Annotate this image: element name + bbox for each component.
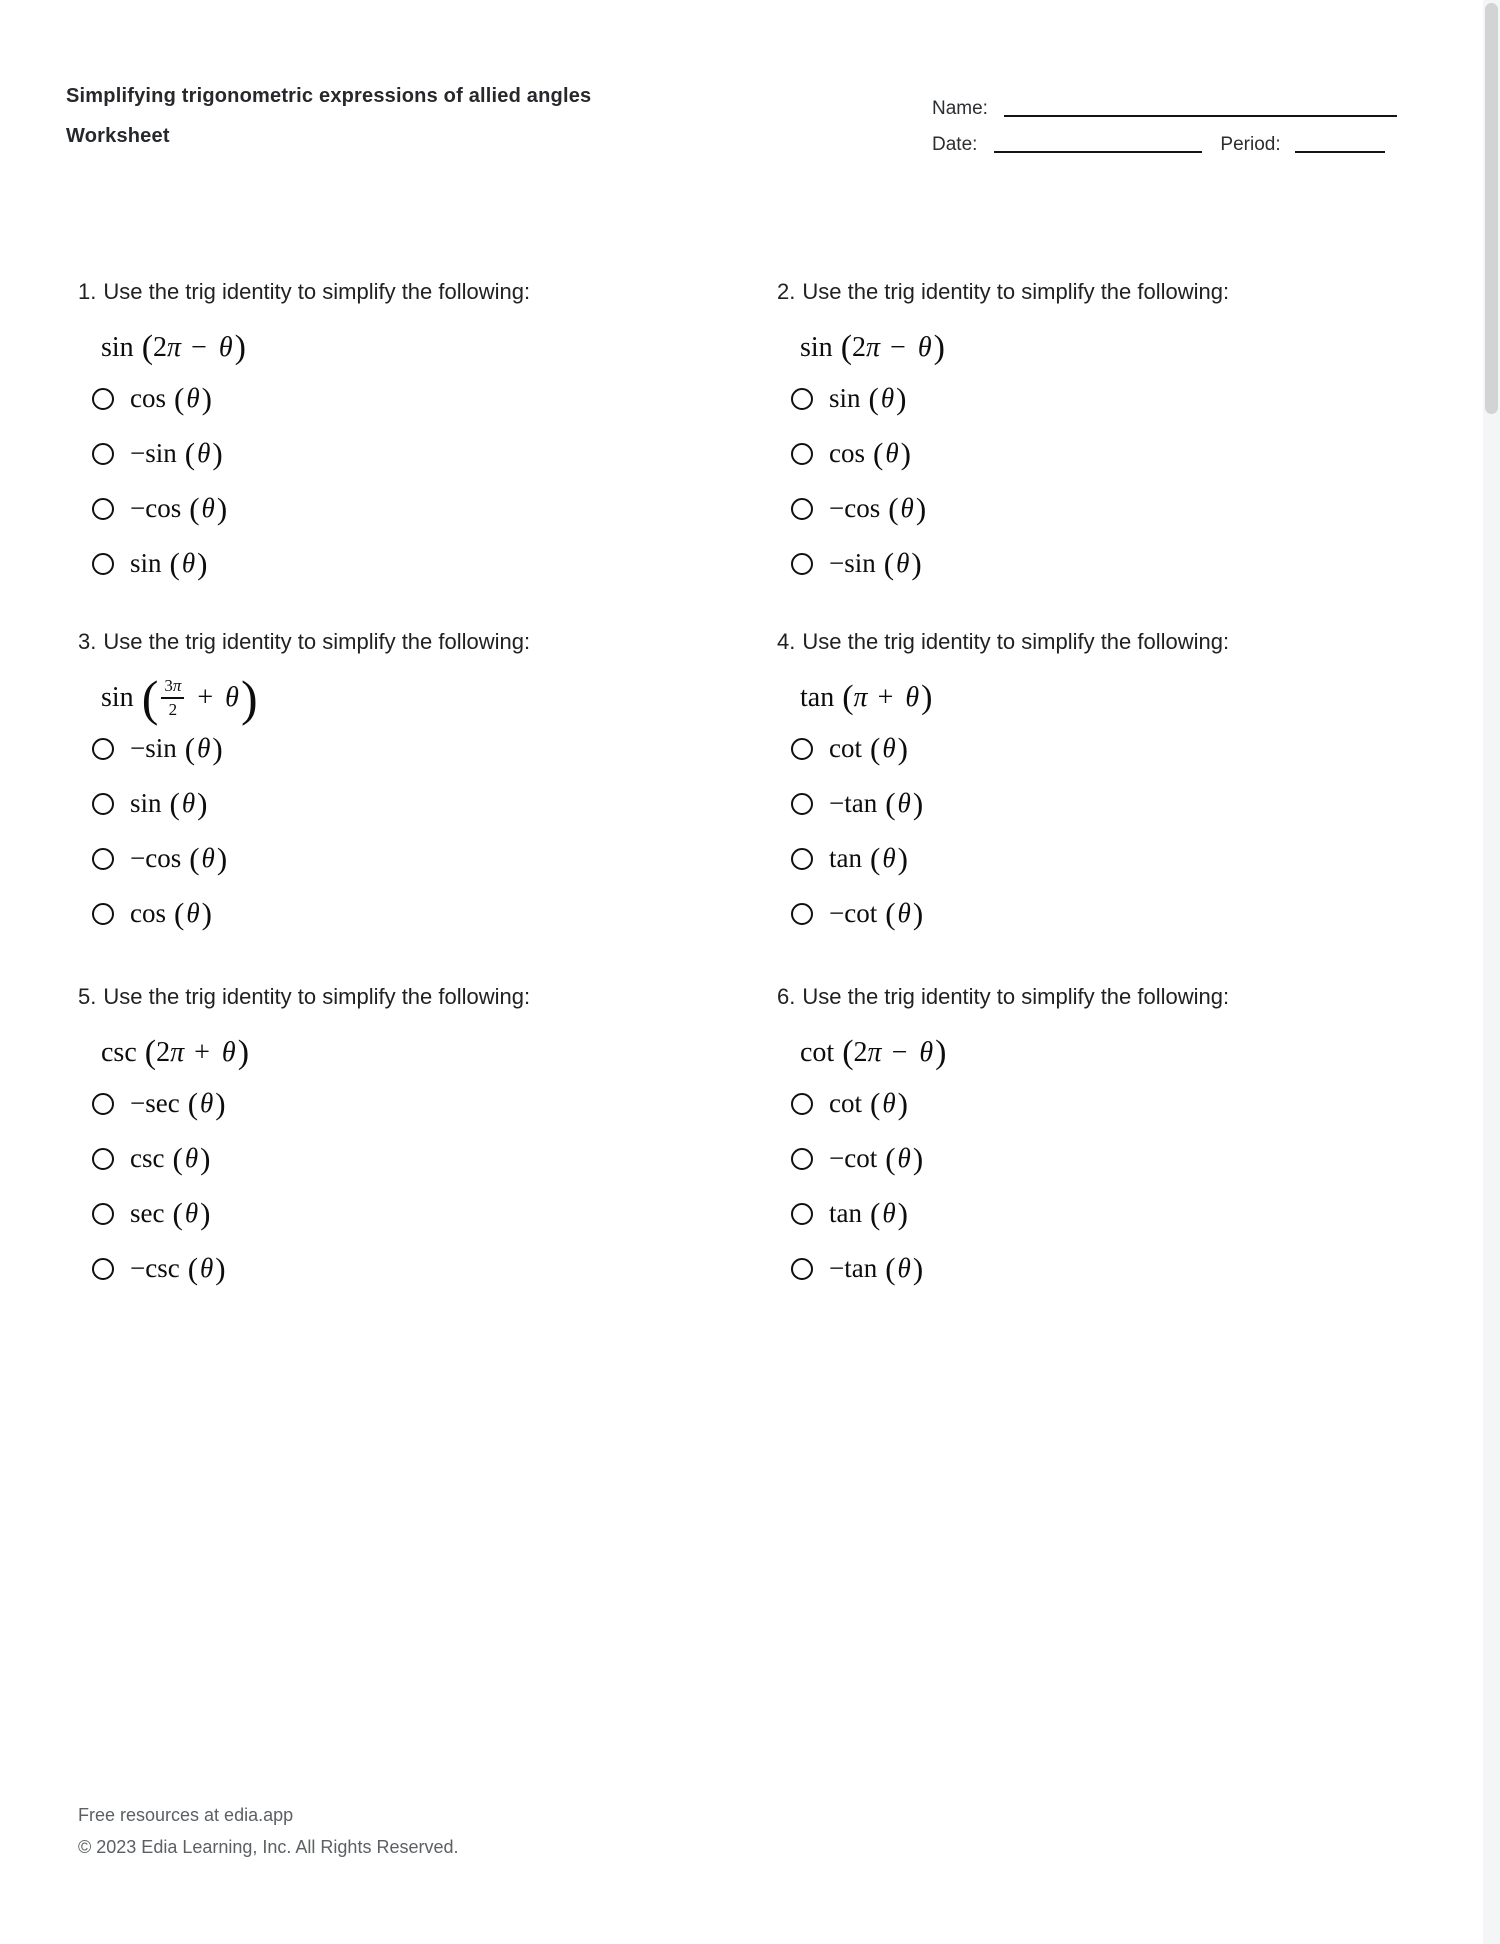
option-label <box>829 438 911 469</box>
math-coefficient: 3 <box>164 676 173 696</box>
option-function: cos <box>130 898 166 928</box>
radio-button[interactable] <box>92 903 114 925</box>
option-label <box>130 843 227 874</box>
question-1 <box>78 281 698 591</box>
question-3-expression <box>101 670 698 726</box>
open-paren: ( <box>840 329 853 366</box>
name-blank-line <box>1004 115 1397 117</box>
answer-option[interactable] <box>777 886 1397 941</box>
option-label <box>829 788 923 819</box>
close-paren: ) <box>234 329 246 366</box>
theta-symbol: θ <box>197 733 211 763</box>
close-paren: ) <box>897 731 908 766</box>
option-function: tan <box>829 1198 862 1228</box>
open-paren: ( <box>885 786 896 821</box>
theta-symbol: θ <box>882 733 896 763</box>
page-footer <box>78 1799 458 1863</box>
radio-button[interactable] <box>791 388 813 410</box>
close-paren: ) <box>215 1251 226 1286</box>
open-paren: ( <box>842 1034 854 1071</box>
radio-button[interactable] <box>92 388 114 410</box>
math-coefficient: 2 <box>156 1037 171 1068</box>
question-4-prompt <box>777 631 1397 653</box>
answer-option[interactable] <box>78 1076 698 1131</box>
close-paren: ) <box>197 546 208 581</box>
option-label <box>130 1088 226 1119</box>
option-label <box>829 843 908 874</box>
radio-button[interactable] <box>791 1203 813 1225</box>
close-paren: ) <box>897 1086 908 1121</box>
option-label <box>829 1088 908 1119</box>
theta-symbol: θ <box>897 1253 911 1283</box>
option-function: csc <box>130 1143 165 1173</box>
answer-option[interactable] <box>777 776 1397 831</box>
close-paren: ) <box>897 841 908 876</box>
question-prompt-text: Use the trig identity to simplify the following: <box>103 629 531 654</box>
question-number: 2. <box>777 279 796 304</box>
answer-option[interactable] <box>78 371 698 426</box>
close-paren: ) <box>200 1196 211 1231</box>
radio-button[interactable] <box>92 553 114 575</box>
close-paren: ) <box>900 436 911 471</box>
pi-symbol: π <box>866 332 881 363</box>
radio-button[interactable] <box>92 1148 114 1170</box>
close-paren: ) <box>912 786 924 821</box>
open-paren: ( <box>141 329 154 366</box>
theta-symbol: θ <box>882 1198 896 1228</box>
theta-symbol: θ <box>181 548 196 578</box>
period-blank-line <box>1295 151 1385 153</box>
math-function: csc <box>101 1037 137 1068</box>
answer-option[interactable] <box>78 776 698 831</box>
question-5-expression <box>101 1030 698 1076</box>
open-paren: ( <box>184 731 196 766</box>
option-function: −sin <box>130 438 177 468</box>
math-function: tan <box>800 682 835 713</box>
pi-symbol: π <box>172 676 182 696</box>
question-prompt-text: Use the trig identity to simplify the following: <box>802 279 1230 304</box>
option-function: cot <box>829 1088 862 1118</box>
theta-symbol: θ <box>221 1037 236 1068</box>
math-coefficient: 2 <box>852 332 867 363</box>
open-paren: ( <box>885 1141 896 1176</box>
answer-option[interactable] <box>777 831 1397 886</box>
close-paren: ) <box>240 670 258 726</box>
question-2-options <box>777 371 1397 591</box>
option-label <box>130 493 227 524</box>
theta-symbol: θ <box>225 682 239 713</box>
theta-symbol: θ <box>201 493 215 523</box>
option-function: sec <box>130 1198 165 1228</box>
open-paren: ( <box>169 546 180 581</box>
question-number: 3. <box>78 629 97 654</box>
close-paren: ) <box>201 381 212 416</box>
close-paren: ) <box>216 841 228 876</box>
math-function: sin <box>800 332 833 363</box>
answer-option[interactable] <box>78 426 698 481</box>
radio-button[interactable] <box>791 553 813 575</box>
question-3 <box>78 631 698 941</box>
close-paren: ) <box>201 896 212 931</box>
theta-symbol: θ <box>186 898 200 928</box>
open-paren: ( <box>885 1251 896 1286</box>
close-paren: ) <box>912 896 924 931</box>
page-title <box>66 76 591 156</box>
question-number: 6. <box>777 984 796 1009</box>
option-label <box>829 1143 923 1174</box>
date-field-row <box>932 132 1385 156</box>
math-operator: − <box>890 332 906 363</box>
option-function: cos <box>829 438 865 468</box>
option-label <box>829 1253 923 1284</box>
option-function: −cot <box>829 1143 878 1173</box>
answer-option[interactable] <box>78 1241 698 1296</box>
math-function: cot <box>800 1037 835 1068</box>
open-paren: ( <box>870 841 881 876</box>
open-paren: ( <box>870 1196 881 1231</box>
theta-symbol: θ <box>905 682 920 713</box>
theta-symbol: θ <box>885 438 899 468</box>
theta-symbol: θ <box>882 843 896 873</box>
question-6-expression <box>800 1030 1397 1076</box>
option-function: −csc <box>130 1253 180 1283</box>
answer-option[interactable] <box>78 1131 698 1186</box>
theta-symbol: θ <box>186 383 200 413</box>
theta-symbol: θ <box>200 1088 214 1118</box>
question-6-prompt <box>777 986 1397 1008</box>
answer-option[interactable] <box>78 481 698 536</box>
option-function: −tan <box>829 788 878 818</box>
open-paren: ( <box>169 786 180 821</box>
close-paren: ) <box>911 546 922 581</box>
theta-symbol: θ <box>919 1037 934 1068</box>
option-label <box>130 548 207 579</box>
question-2-expression <box>800 325 1397 371</box>
option-function: −cos <box>130 843 182 873</box>
footer-copyright-line: © 2023 Edia Learning, Inc. All Rights Reserved. <box>78 1837 459 1857</box>
radio-button[interactable] <box>791 498 813 520</box>
close-paren: ) <box>212 436 223 471</box>
theta-symbol: θ <box>897 898 911 928</box>
question-5-prompt <box>78 986 698 1008</box>
fraction-numerator <box>161 676 184 699</box>
fraction <box>161 676 184 719</box>
question-4 <box>777 631 1397 941</box>
radio-button[interactable] <box>92 793 114 815</box>
theta-symbol: θ <box>882 1088 896 1118</box>
question-number: 4. <box>777 629 796 654</box>
option-function: −cos <box>829 493 881 523</box>
answer-option[interactable] <box>777 1131 1397 1186</box>
answer-option[interactable] <box>777 1186 1397 1241</box>
option-function: sin <box>130 548 162 578</box>
theta-symbol: θ <box>181 788 196 818</box>
option-label <box>130 1253 226 1284</box>
radio-button[interactable] <box>92 443 114 465</box>
question-4-options <box>777 721 1397 941</box>
math-operator: + <box>877 682 894 713</box>
scrollbar-track[interactable] <box>1483 0 1500 1944</box>
theta-symbol: θ <box>218 332 233 363</box>
close-paren: ) <box>912 1141 924 1176</box>
option-label <box>130 1198 210 1229</box>
answer-option[interactable] <box>777 1241 1397 1296</box>
answer-option[interactable] <box>777 1076 1397 1131</box>
theta-symbol: θ <box>900 493 914 523</box>
close-paren: ) <box>216 491 228 526</box>
open-paren: ( <box>189 491 200 526</box>
option-label <box>130 788 207 819</box>
close-paren: ) <box>237 1034 250 1071</box>
option-label <box>130 1143 210 1174</box>
open-paren: ( <box>885 896 896 931</box>
date-label: Date: <box>932 134 978 155</box>
radio-button[interactable] <box>791 443 813 465</box>
option-label <box>829 383 906 414</box>
question-5-options <box>78 1076 698 1296</box>
math-operator: + <box>197 682 214 713</box>
answer-option[interactable] <box>777 371 1397 426</box>
date-blank-line <box>994 151 1202 153</box>
answer-option[interactable] <box>78 1186 698 1241</box>
question-3-options <box>78 721 698 941</box>
open-paren: ( <box>873 436 884 471</box>
close-paren: ) <box>935 1034 947 1071</box>
option-function: −sin <box>829 548 876 578</box>
open-paren: ( <box>189 841 200 876</box>
theta-symbol: θ <box>197 438 211 468</box>
question-1-expression <box>101 325 698 371</box>
fraction-denominator: 2 <box>168 700 178 719</box>
answer-option[interactable] <box>78 721 698 776</box>
close-paren: ) <box>215 1086 226 1121</box>
theta-symbol: θ <box>880 383 895 413</box>
question-2 <box>777 281 1397 591</box>
open-paren: ( <box>141 670 159 726</box>
question-5 <box>78 986 698 1296</box>
option-function: −sin <box>130 733 177 763</box>
close-paren: ) <box>897 1196 908 1231</box>
question-2-prompt <box>777 281 1397 303</box>
option-label <box>130 898 212 929</box>
answer-option[interactable] <box>777 721 1397 776</box>
theta-symbol: θ <box>897 788 911 818</box>
close-paren: ) <box>915 491 927 526</box>
radio-button[interactable] <box>791 793 813 815</box>
close-paren: ) <box>197 786 208 821</box>
radio-button[interactable] <box>92 738 114 760</box>
option-function: sin <box>829 383 861 413</box>
name-field-row <box>932 96 1397 120</box>
name-label: Name: <box>932 98 988 119</box>
option-function: sin <box>130 788 162 818</box>
radio-button[interactable] <box>791 848 813 870</box>
question-number: 1. <box>78 279 97 304</box>
option-function: cos <box>130 383 166 413</box>
question-prompt-text: Use the trig identity to simplify the following: <box>103 279 531 304</box>
question-6-options <box>777 1076 1397 1296</box>
open-paren: ( <box>883 546 895 581</box>
close-paren: ) <box>933 329 945 366</box>
open-paren: ( <box>870 1086 881 1121</box>
radio-button[interactable] <box>92 848 114 870</box>
math-function: sin <box>101 682 134 713</box>
footer-resources-line: Free resources at edia.app <box>78 1805 294 1825</box>
answer-option[interactable] <box>777 426 1397 481</box>
open-paren: ( <box>888 491 899 526</box>
option-label <box>829 493 926 524</box>
answer-option[interactable] <box>777 481 1397 536</box>
open-paren: ( <box>174 381 185 416</box>
question-6 <box>777 986 1397 1296</box>
theta-symbol: θ <box>184 1143 199 1173</box>
question-1-options <box>78 371 698 591</box>
radio-button[interactable] <box>92 1203 114 1225</box>
question-3-prompt <box>78 631 698 653</box>
answer-option[interactable] <box>78 536 698 591</box>
period-label: Period: <box>1220 134 1281 155</box>
option-label <box>829 733 908 764</box>
question-prompt-text: Use the trig identity to simplify the following: <box>802 629 1230 654</box>
option-label <box>829 1198 908 1229</box>
page-title-line2: Worksheet <box>66 125 170 147</box>
question-prompt-text: Use the trig identity to simplify the following: <box>103 984 531 1009</box>
answer-option[interactable] <box>78 831 698 886</box>
scrollbar-thumb[interactable] <box>1485 3 1498 414</box>
close-paren: ) <box>912 1251 924 1286</box>
open-paren: ( <box>174 896 185 931</box>
option-label <box>829 898 923 929</box>
option-function: tan <box>829 843 862 873</box>
page-title-line1: Simplifying trigonometric expressions of allied angles <box>66 85 592 107</box>
radio-button[interactable] <box>92 1093 114 1115</box>
close-paren: ) <box>200 1141 211 1176</box>
theta-symbol: θ <box>896 548 910 578</box>
radio-button[interactable] <box>791 1148 813 1170</box>
pi-symbol: π <box>167 332 182 363</box>
option-label <box>829 548 922 579</box>
question-4-expression <box>800 675 1397 721</box>
question-number: 5. <box>78 984 97 1009</box>
question-prompt-text: Use the trig identity to simplify the following: <box>802 984 1230 1009</box>
radio-button[interactable] <box>791 738 813 760</box>
close-paren: ) <box>896 381 907 416</box>
open-paren: ( <box>172 1141 183 1176</box>
theta-symbol: θ <box>897 1143 911 1173</box>
close-paren: ) <box>212 731 223 766</box>
open-paren: ( <box>187 1086 199 1121</box>
math-function: sin <box>101 332 134 363</box>
option-function: cot <box>829 733 862 763</box>
option-label <box>130 438 223 469</box>
math-coefficient: 2 <box>853 1037 868 1068</box>
answer-option[interactable] <box>78 886 698 941</box>
theta-symbol: θ <box>200 1253 214 1283</box>
math-operator: + <box>194 1037 210 1068</box>
question-1-prompt <box>78 281 698 303</box>
open-paren: ( <box>842 679 854 716</box>
open-paren: ( <box>870 731 881 766</box>
radio-button[interactable] <box>791 903 813 925</box>
option-function: −sec <box>130 1088 180 1118</box>
option-function: −cot <box>829 898 878 928</box>
pi-symbol: π <box>867 1037 882 1068</box>
math-operator: − <box>191 332 207 363</box>
option-label <box>130 383 212 414</box>
theta-symbol: θ <box>201 843 215 873</box>
pi-symbol: π <box>170 1037 185 1068</box>
open-paren: ( <box>184 436 196 471</box>
option-function: −cos <box>130 493 182 523</box>
close-paren: ) <box>921 679 933 716</box>
radio-button[interactable] <box>92 498 114 520</box>
open-paren: ( <box>172 1196 183 1231</box>
option-label <box>130 733 223 764</box>
option-function: −tan <box>829 1253 878 1283</box>
theta-symbol: θ <box>917 332 932 363</box>
theta-symbol: θ <box>184 1198 199 1228</box>
answer-option[interactable] <box>777 536 1397 591</box>
radio-button[interactable] <box>791 1093 813 1115</box>
open-paren: ( <box>187 1251 199 1286</box>
pi-symbol: π <box>853 682 868 713</box>
radio-button[interactable] <box>791 1258 813 1280</box>
open-paren: ( <box>868 381 879 416</box>
math-coefficient: 2 <box>153 332 168 363</box>
open-paren: ( <box>144 1034 157 1071</box>
radio-button[interactable] <box>92 1258 114 1280</box>
math-operator: − <box>891 1037 908 1068</box>
